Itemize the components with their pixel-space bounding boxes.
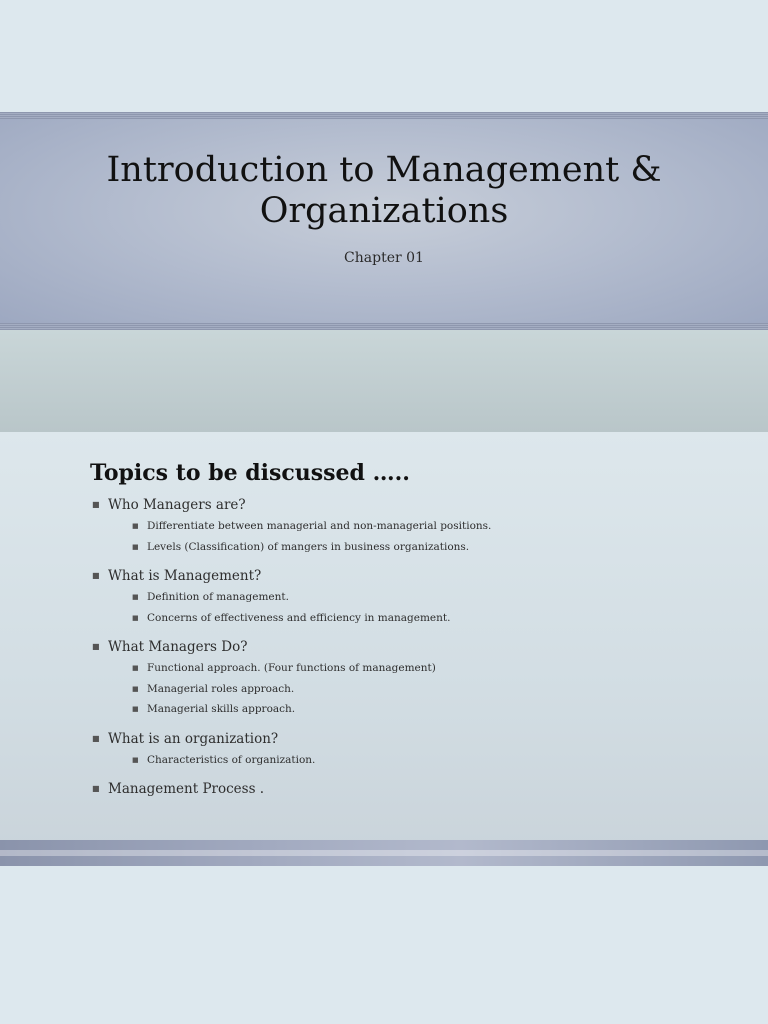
subtopic-item: ■ Functional approach. (Four functions of management) <box>92 658 732 679</box>
topics-heading: Topics to be discussed ….. <box>90 460 410 486</box>
slide-bottom-band <box>0 840 768 866</box>
topic-group <box>92 494 732 557</box>
slide-title <box>0 150 768 232</box>
bullet-icon: ■ <box>132 522 139 530</box>
bullet-icon: ■ <box>132 664 139 672</box>
slide-top-band <box>0 112 768 119</box>
bullet-icon: ■ <box>132 684 139 693</box>
bullet-icon: ■ <box>92 784 100 793</box>
topic-item: ■ What Managers Do? <box>92 636 732 658</box>
bullet-icon: ■ <box>92 642 100 651</box>
slide-title-line-1: Introduction to Management & <box>106 150 662 190</box>
bullet-icon: ■ <box>132 705 139 713</box>
subtopic-item: ■ Characteristics of organization. <box>92 750 732 771</box>
slide-subtitle: Chapter 01 <box>344 250 424 266</box>
bullet-icon: ■ <box>132 542 139 551</box>
topic-group <box>92 636 732 720</box>
bullet-icon: ■ <box>132 755 139 764</box>
topic-item: ■ Management Process . <box>92 778 732 800</box>
topic-group <box>92 728 732 771</box>
bullet-icon: ■ <box>92 571 100 580</box>
slide-separator <box>0 330 768 432</box>
slide-bottom-band <box>0 323 768 330</box>
subtopic-item: ■ Managerial skills approach. <box>92 699 732 720</box>
topic-group <box>92 778 732 800</box>
subtopic-item: ■ Definition of management. <box>92 587 732 608</box>
subtopic-item: ■ Concerns of effectiveness and efficiency in management. <box>92 608 732 629</box>
title-slide <box>0 112 768 330</box>
topic-item: ■ What is Management? <box>92 565 732 587</box>
bullet-icon: ■ <box>132 593 139 601</box>
slide-title-line-2: Organizations <box>259 191 509 231</box>
subtopic-item: ■ Differentiate between managerial and non-managerial positions. <box>92 516 732 537</box>
bullet-icon: ■ <box>92 500 100 509</box>
bullet-icon: ■ <box>92 733 100 743</box>
topic-group <box>92 565 732 628</box>
topic-item: ■ What is an organization? <box>92 728 732 750</box>
subtopic-item: ■ Managerial roles approach. <box>92 679 732 700</box>
subtopic-item: ■ Levels (Classification) of mangers in business organizations. <box>92 537 732 558</box>
topics-slide <box>0 432 768 866</box>
topic-item: ■ Who Managers are? <box>92 494 732 516</box>
bullet-icon: ■ <box>132 613 139 622</box>
topics-list <box>92 494 732 808</box>
